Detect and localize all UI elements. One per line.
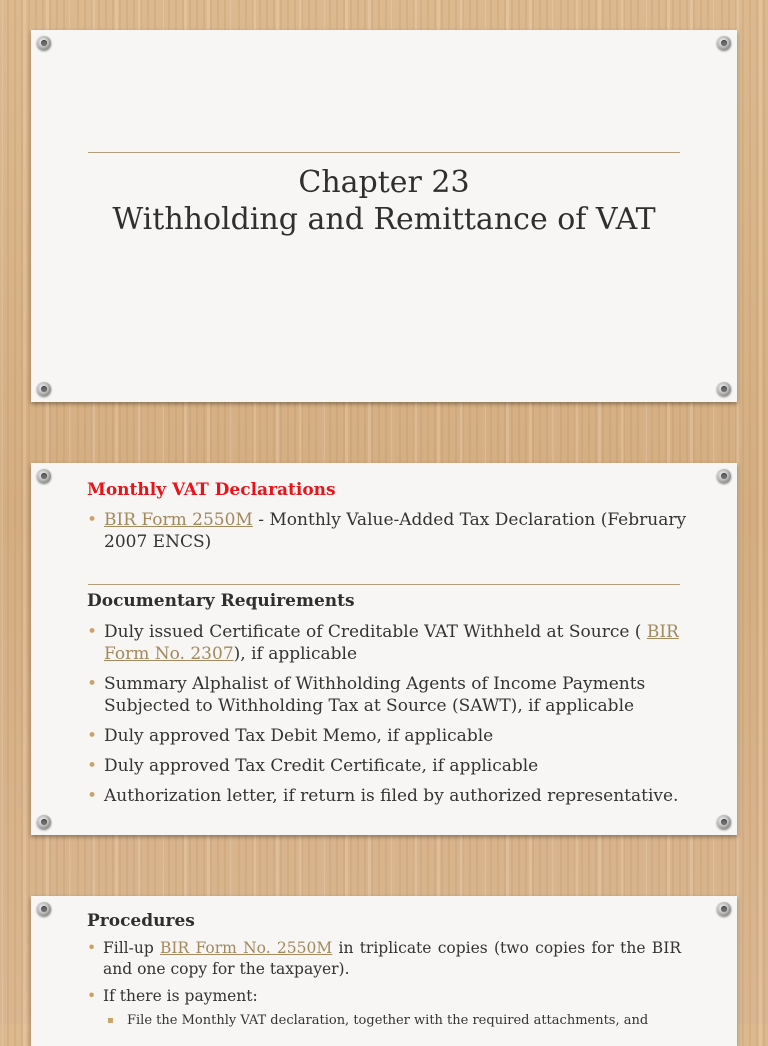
procedures-list: [87, 938, 681, 1013]
section-heading-documentary: Documentary Requirements: [87, 591, 355, 611]
screw-icon: [717, 815, 731, 829]
list-item: • Duly approved Tax Debit Memo, if applicable: [87, 725, 687, 747]
chapter-label: Chapter 23: [298, 165, 470, 200]
section-heading-procedures: Procedures: [87, 911, 195, 931]
screw-icon: [37, 469, 51, 483]
list-item: ▪ File the Monthly VAT declaration, together with the required attachments, and: [107, 1012, 681, 1030]
list-item-text: Duly issued Certificate of Creditable VAT Withheld at Source (: [104, 622, 647, 642]
list-item-text: Fill-up: [103, 939, 161, 957]
list-item: [87, 621, 687, 665]
requirements-list: [87, 621, 687, 815]
list-item: • If there is payment:: [87, 986, 681, 1007]
bir-form-2550m-link[interactable]: BIR Form 2550M: [104, 510, 253, 530]
screw-icon: [37, 902, 51, 916]
screw-icon: [717, 382, 731, 396]
list-item-text: - Monthly Value-Added Tax Declaration (February 2007 ENCS): [104, 510, 687, 552]
list-item: [87, 509, 687, 553]
screw-icon: [37, 36, 51, 50]
section-heading-monthly-vat: Monthly VAT Declarations: [87, 480, 336, 500]
bir-form-2307-link[interactable]: BIR Form No. 2307: [104, 622, 679, 664]
requirements-slide: [31, 463, 737, 835]
screw-icon: [717, 902, 731, 916]
title-slide: [31, 30, 737, 402]
slide-title: [31, 164, 737, 238]
list-item: • Duly approved Tax Credit Certificate, if applicable: [87, 755, 687, 777]
list-item: • Authorization letter, if return is filed by authorized representative.: [87, 785, 687, 807]
list-item: • Summary Alphalist of Withholding Agents of Income Payments Subjected to Withholding Tax at Source (SAWT), if applicable: [87, 673, 687, 717]
screw-icon: [717, 469, 731, 483]
divider: [88, 584, 680, 585]
sub-procedures-list: [107, 1012, 681, 1030]
list-item-text: in triplicate copies (two copies for the BIR and one copy for the taxpayer).: [103, 939, 681, 978]
screw-icon: [717, 36, 731, 50]
screw-icon: [37, 382, 51, 396]
list-item-text: ), if applicable: [233, 644, 358, 664]
monthly-vat-list: [87, 509, 687, 561]
screw-icon: [37, 815, 51, 829]
list-item: [87, 938, 681, 980]
chapter-title: Withholding and Remittance of VAT: [112, 202, 656, 237]
divider: [88, 152, 680, 153]
bir-form-2550m-link[interactable]: BIR Form No. 2550M: [160, 939, 333, 957]
